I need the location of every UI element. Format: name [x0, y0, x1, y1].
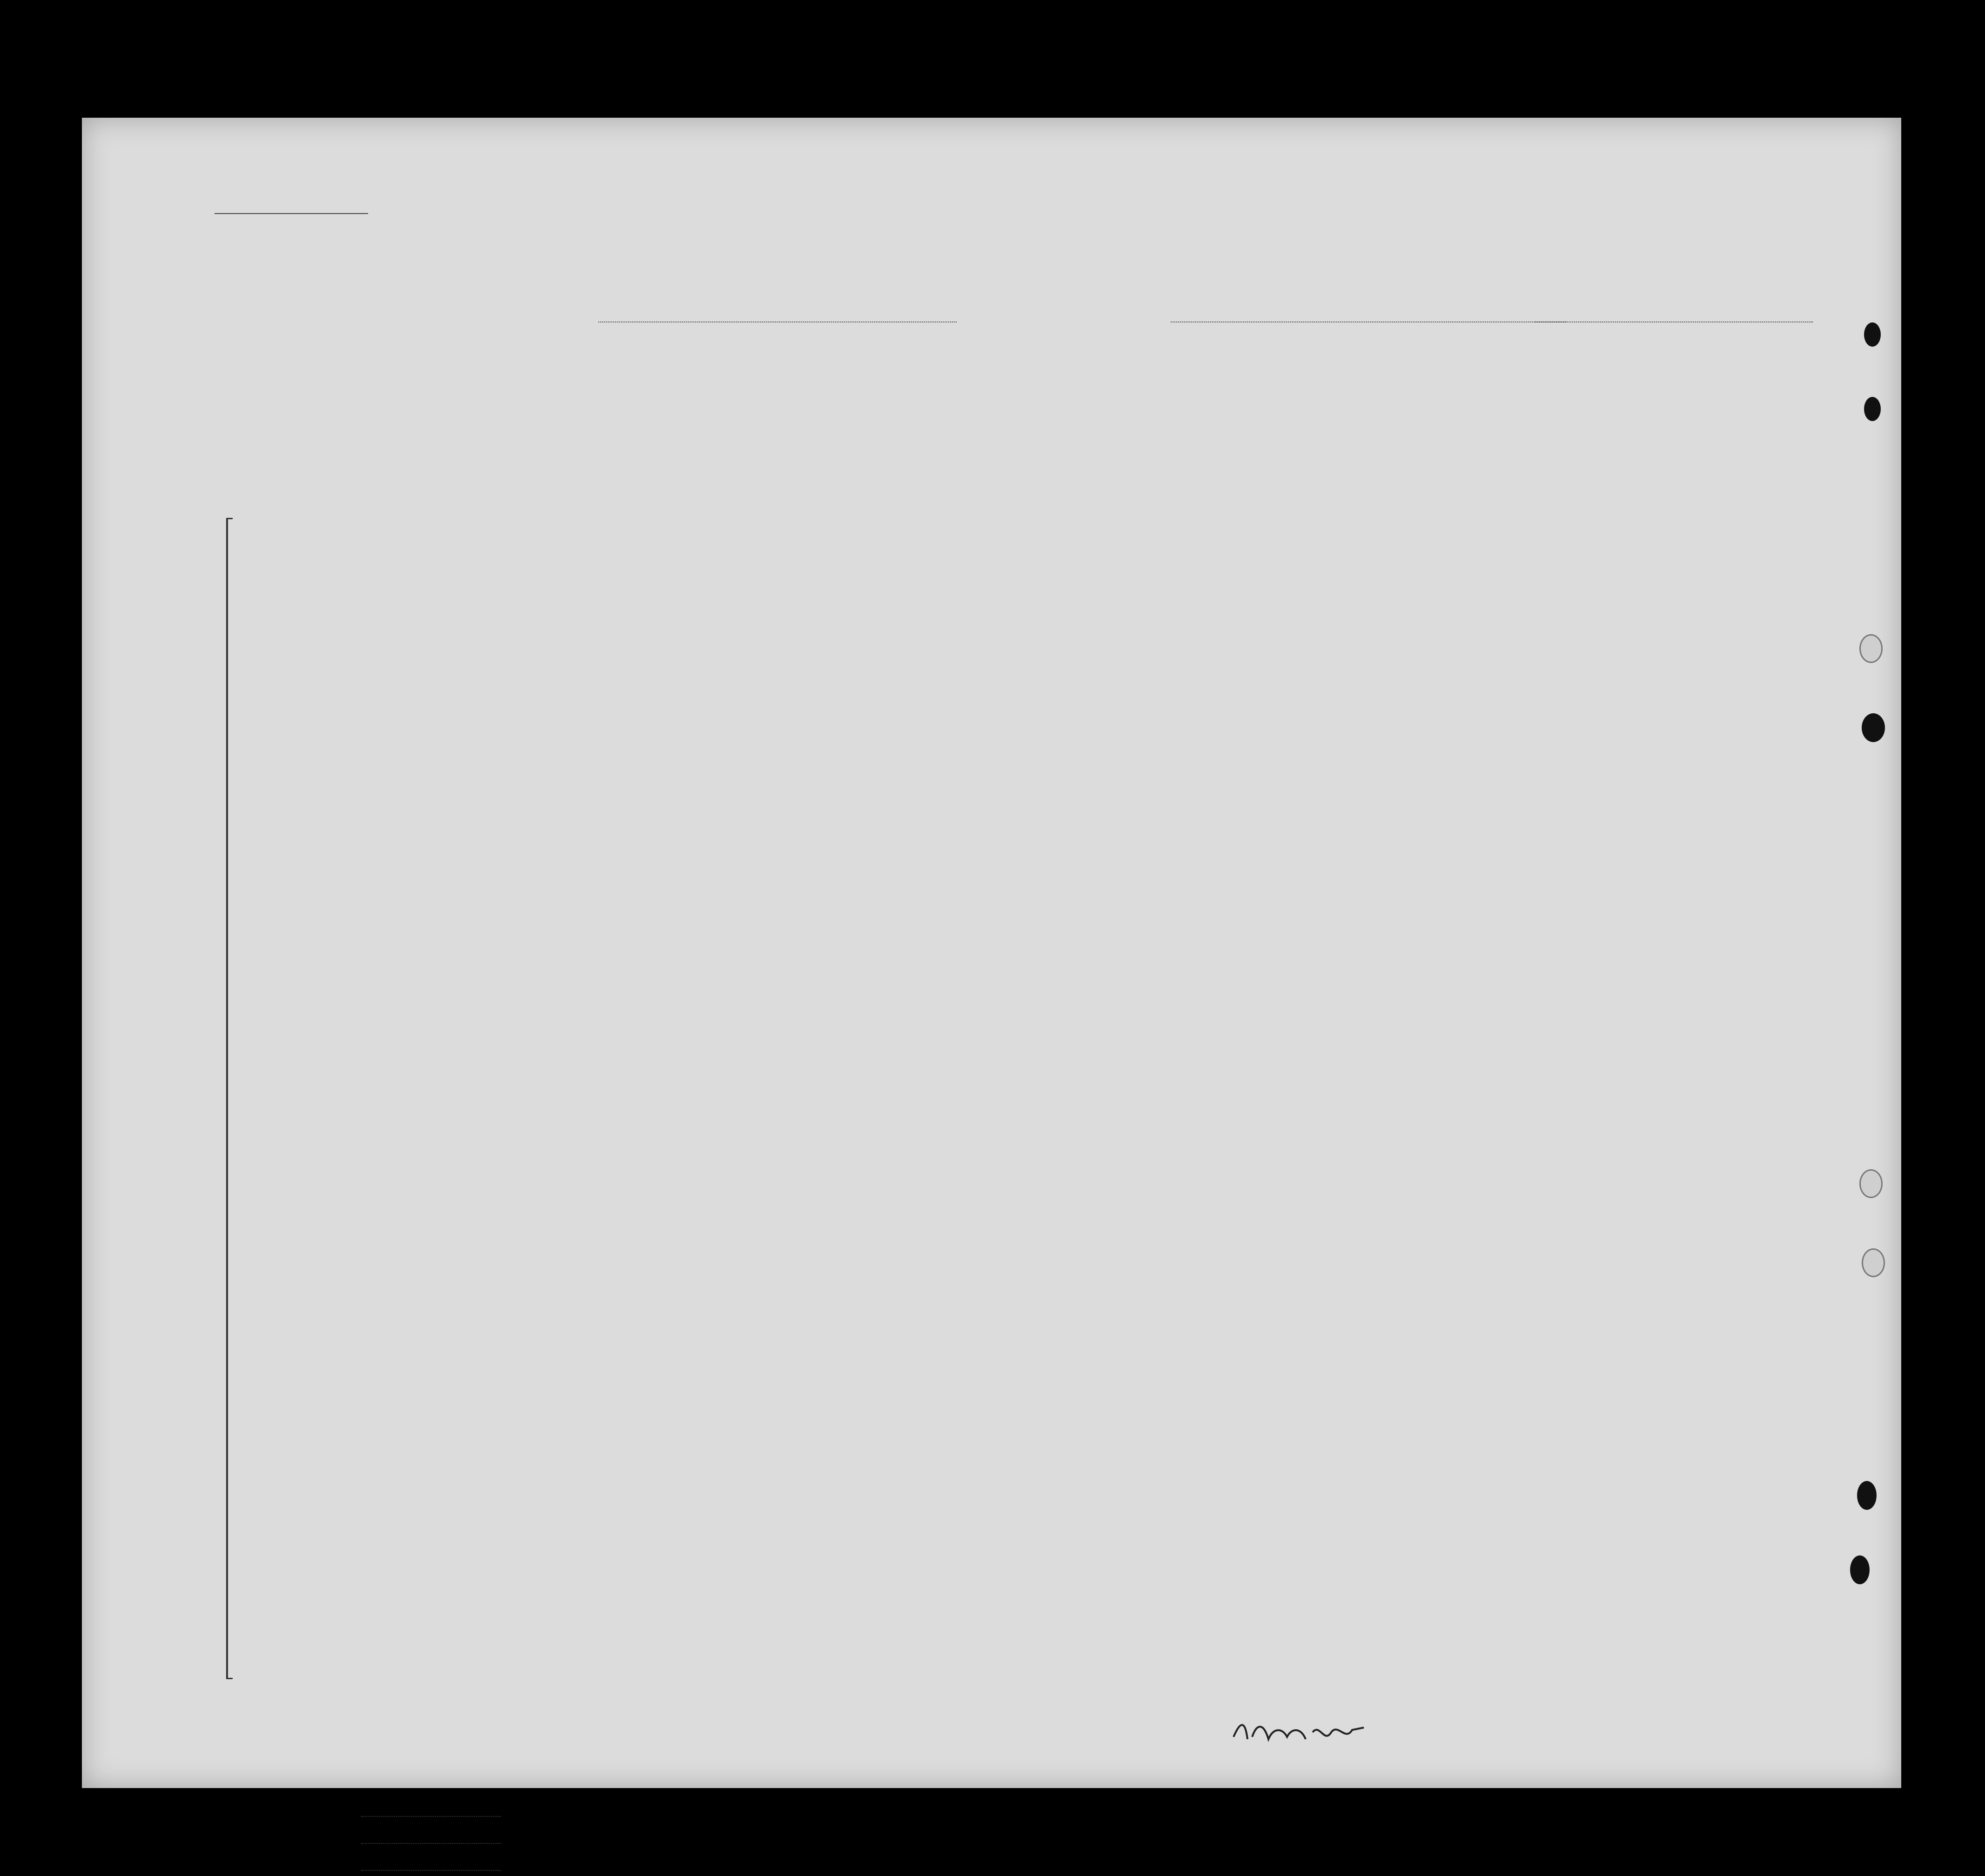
binder-hole: [1864, 322, 1881, 347]
binder-hole: [1850, 1555, 1870, 1584]
manifest-sheet: [82, 118, 1901, 1788]
total-passengers-line: [361, 1816, 501, 1817]
binder-hole: [1864, 397, 1881, 421]
binder-hole: [1859, 634, 1883, 663]
binder-hole: [1857, 1481, 1877, 1510]
inspector-signature: [1231, 1718, 1366, 1742]
list-underline: [215, 213, 368, 214]
us-citizens-line: [361, 1843, 501, 1844]
binder-hole: [1859, 1169, 1883, 1198]
binder-hole: [1862, 1248, 1885, 1277]
aliens-line: [361, 1870, 501, 1871]
binder-hole: [1862, 713, 1885, 742]
manifest-subtitle: [389, 247, 1920, 262]
row-bracket: [226, 518, 233, 1679]
